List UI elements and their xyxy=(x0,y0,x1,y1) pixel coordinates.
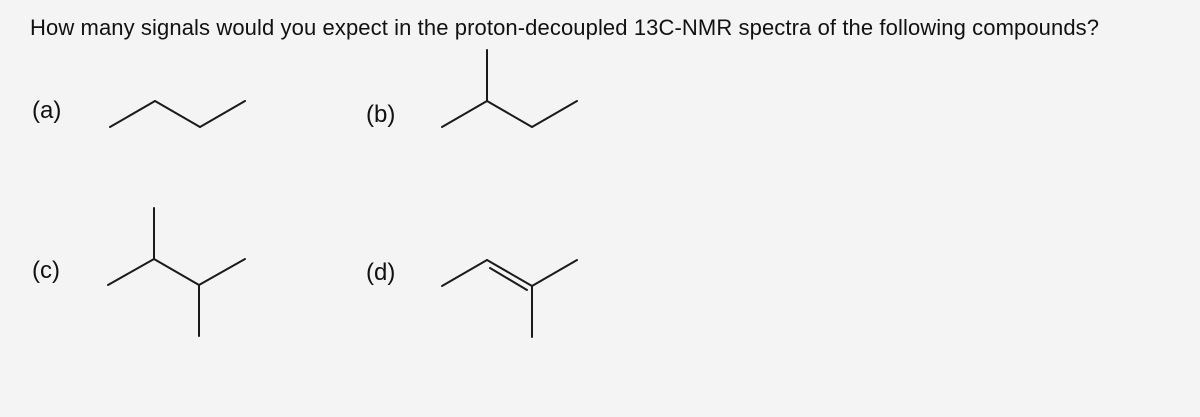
double-bond-outer xyxy=(487,260,532,286)
bond xyxy=(154,259,199,285)
compound-b-label: (b) xyxy=(366,101,396,128)
bond xyxy=(199,259,245,285)
bond xyxy=(442,260,487,286)
compound-b-structure xyxy=(442,50,577,127)
compound-a-label: (a) xyxy=(32,97,62,124)
compound-d-label: (d) xyxy=(366,259,396,286)
bond xyxy=(487,101,532,127)
question-text: How many signals would you expect in the proton-decoupled 13C-NMR spectra of the following compounds? xyxy=(30,15,1100,40)
bond xyxy=(200,101,245,127)
bond xyxy=(155,101,200,127)
compound-d-structure xyxy=(442,260,577,337)
bond xyxy=(442,101,487,127)
bond xyxy=(532,101,577,127)
compound-c-structure xyxy=(108,208,245,336)
bond xyxy=(108,259,154,285)
compound-c-label: (c) xyxy=(32,257,60,284)
bond xyxy=(110,101,155,127)
bond xyxy=(532,260,577,286)
compound-a-structure xyxy=(110,101,245,127)
